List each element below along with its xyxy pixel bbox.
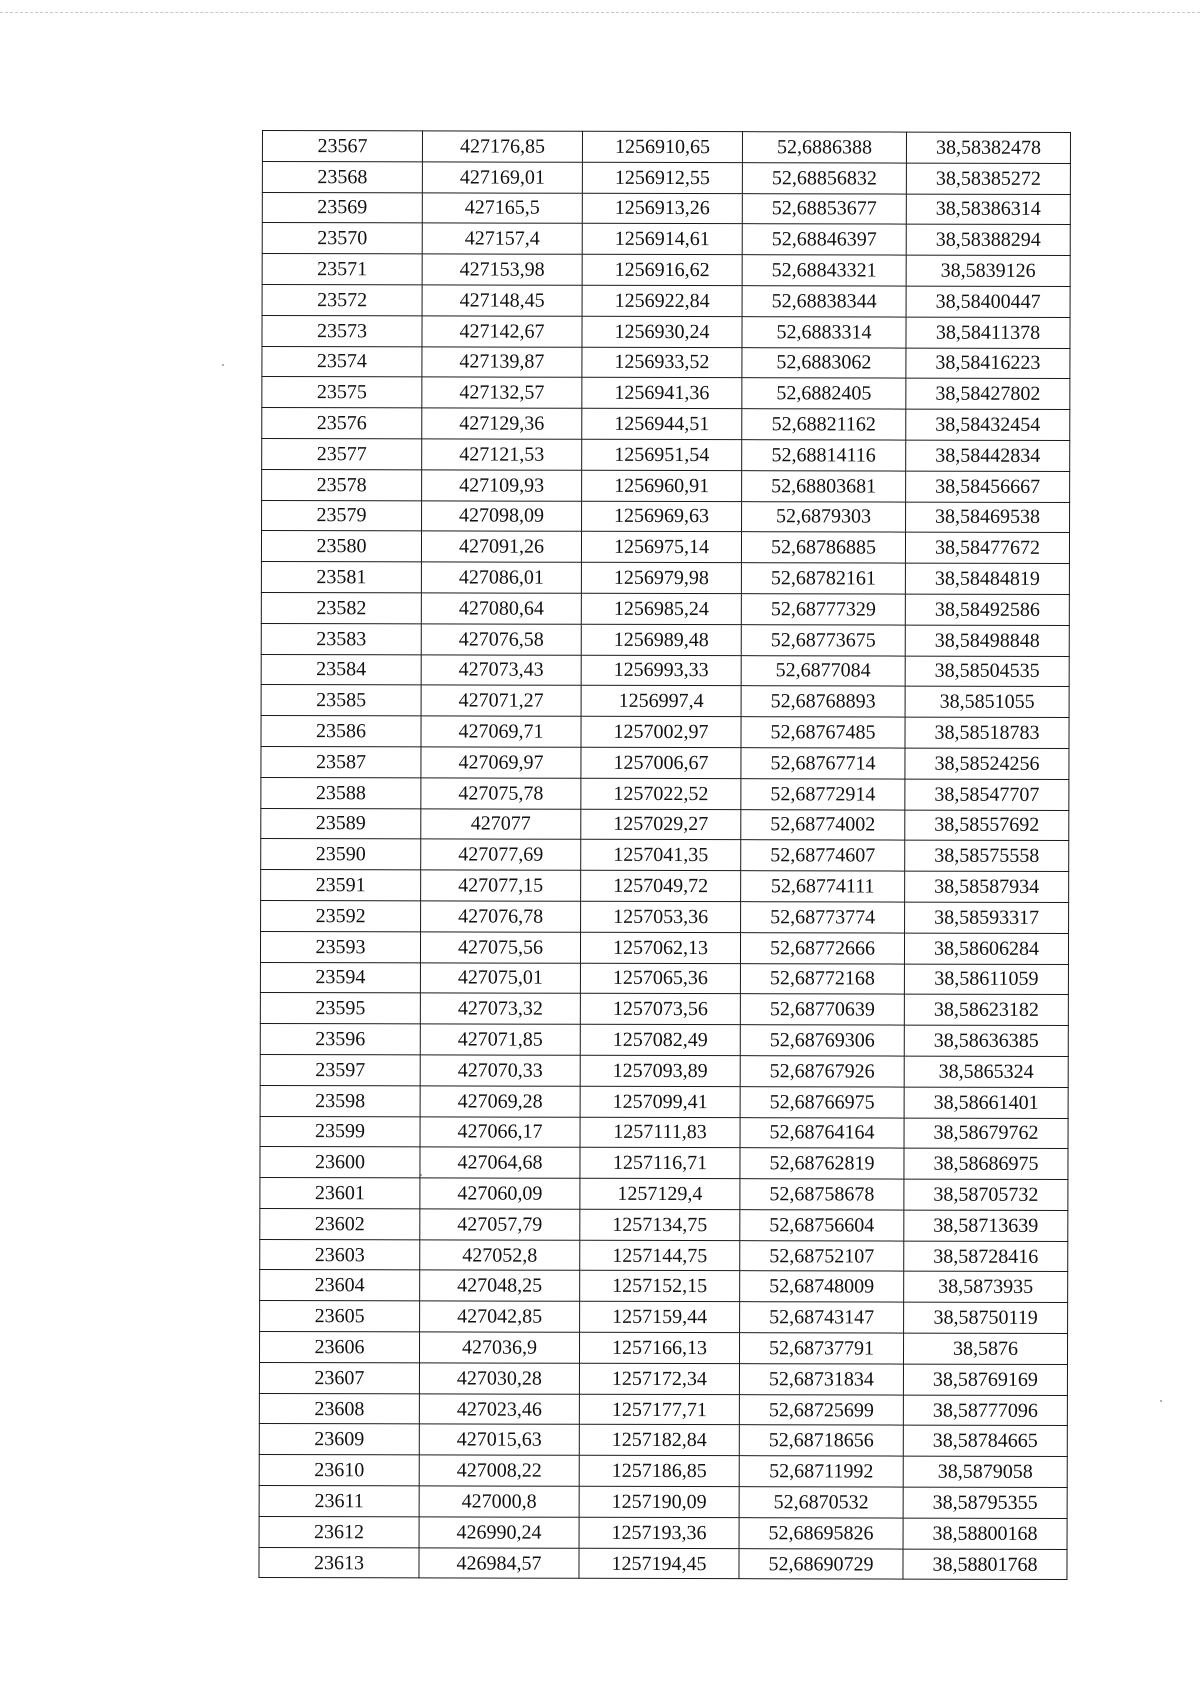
- table-row: [262, 377, 1070, 410]
- table-row: [260, 1054, 1068, 1087]
- point-number-cell: 23589: [261, 808, 421, 839]
- point-number-cell: 23569: [262, 192, 422, 223]
- x-coordinate-cell: 426984,57: [419, 1548, 579, 1579]
- table-row: [260, 1085, 1068, 1118]
- table-row: [260, 1147, 1068, 1180]
- longitude-cell: 38,58427802: [906, 378, 1070, 409]
- x-coordinate-cell: 427076,58: [421, 624, 581, 655]
- latitude-cell: 52,6886388: [742, 132, 906, 163]
- latitude-cell: 52,6882405: [742, 378, 906, 409]
- latitude-cell: 52,68774111: [741, 871, 905, 902]
- point-number-cell: 23573: [262, 315, 422, 346]
- table-row: [262, 315, 1070, 348]
- table-row: [259, 1547, 1067, 1580]
- x-coordinate-cell: 427086,01: [421, 562, 581, 593]
- y-coordinate-cell: 1257194,45: [579, 1548, 739, 1579]
- y-coordinate-cell: 1257082,49: [580, 1024, 740, 1055]
- table-row: [261, 716, 1069, 749]
- x-coordinate-cell: 427060,09: [420, 1178, 580, 1209]
- latitude-cell: 52,68846397: [742, 224, 906, 255]
- x-coordinate-cell: 427129,36: [422, 408, 582, 439]
- longitude-cell: 38,58679762: [904, 1118, 1068, 1149]
- latitude-cell: 52,68786885: [741, 532, 905, 563]
- longitude-cell: 38,58611059: [904, 964, 1068, 995]
- y-coordinate-cell: 1256985,24: [581, 593, 741, 624]
- point-number-cell: 23590: [261, 839, 421, 870]
- table-row: [261, 654, 1069, 687]
- table-row: [262, 131, 1070, 164]
- x-coordinate-cell: 427015,63: [419, 1424, 579, 1455]
- latitude-cell: 52,68756604: [740, 1210, 904, 1241]
- point-number-cell: 23571: [262, 254, 422, 285]
- longitude-cell: 38,58713639: [904, 1210, 1068, 1241]
- table-row: [260, 1024, 1068, 1057]
- scan-speck: [222, 364, 224, 366]
- table-row: [260, 1208, 1068, 1241]
- x-coordinate-cell: 427069,71: [421, 716, 581, 747]
- longitude-cell: 38,58784665: [903, 1426, 1067, 1457]
- longitude-cell: 38,5865324: [904, 1056, 1068, 1087]
- longitude-cell: 38,5839126: [906, 255, 1070, 286]
- coordinates-table-body: [259, 131, 1071, 1580]
- latitude-cell: 52,68766975: [740, 1086, 904, 1117]
- latitude-cell: 52,68772666: [740, 932, 904, 963]
- point-number-cell: 23595: [260, 993, 420, 1024]
- x-coordinate-cell: 427071,27: [421, 685, 581, 716]
- longitude-cell: 38,58705732: [904, 1179, 1068, 1210]
- table-row: [260, 1301, 1068, 1334]
- point-number-cell: 23582: [261, 592, 421, 623]
- y-coordinate-cell: 1256989,48: [581, 624, 741, 655]
- latitude-cell: 52,68803681: [742, 470, 906, 501]
- coordinates-table: [258, 130, 1071, 1580]
- coordinates-table-wrapper: [258, 130, 1070, 1580]
- y-coordinate-cell: 1257062,13: [580, 932, 740, 963]
- longitude-cell: 38,58661401: [904, 1087, 1068, 1118]
- x-coordinate-cell: 426990,24: [419, 1517, 579, 1548]
- point-number-cell: 23579: [262, 500, 422, 531]
- point-number-cell: 23587: [261, 746, 421, 777]
- x-coordinate-cell: 427080,64: [421, 593, 581, 624]
- point-number-cell: 23613: [259, 1547, 419, 1578]
- latitude-cell: 52,68690729: [739, 1548, 903, 1579]
- table-row: [262, 192, 1070, 225]
- y-coordinate-cell: 1257111,83: [580, 1117, 740, 1148]
- table-row: [261, 900, 1069, 933]
- longitude-cell: 38,58593317: [905, 902, 1069, 933]
- latitude-cell: 52,68782161: [741, 563, 905, 594]
- longitude-cell: 38,58411378: [906, 317, 1070, 348]
- y-coordinate-cell: 1256960,91: [582, 470, 742, 501]
- latitude-cell: 52,68821162: [742, 409, 906, 440]
- table-row: [259, 1424, 1067, 1457]
- latitude-cell: 52,68814116: [742, 440, 906, 471]
- x-coordinate-cell: 427098,09: [422, 500, 582, 531]
- x-coordinate-cell: 427153,98: [422, 254, 582, 285]
- latitude-cell: 52,68774002: [741, 809, 905, 840]
- y-coordinate-cell: 1257190,09: [579, 1486, 739, 1517]
- latitude-cell: 52,68731834: [739, 1364, 903, 1395]
- point-number-cell: 23604: [260, 1270, 420, 1301]
- longitude-cell: 38,58575558: [905, 840, 1069, 871]
- y-coordinate-cell: 1256944,51: [582, 408, 742, 439]
- x-coordinate-cell: 427064,68: [420, 1147, 580, 1178]
- table-row: [261, 746, 1069, 779]
- table-row: [261, 531, 1069, 564]
- point-number-cell: 23574: [262, 346, 422, 377]
- longitude-cell: 38,58477672: [905, 532, 1069, 563]
- table-row: [262, 438, 1070, 471]
- y-coordinate-cell: 1256910,65: [582, 131, 742, 162]
- longitude-cell: 38,58587934: [905, 871, 1069, 902]
- latitude-cell: 52,68695826: [739, 1518, 903, 1549]
- y-coordinate-cell: 1257093,89: [580, 1055, 740, 1086]
- latitude-cell: 52,68773675: [741, 624, 905, 655]
- x-coordinate-cell: 427165,5: [422, 192, 582, 223]
- y-coordinate-cell: 1257177,71: [579, 1394, 739, 1425]
- table-row: [260, 1116, 1068, 1149]
- x-coordinate-cell: 427048,25: [420, 1270, 580, 1301]
- table-row: [259, 1393, 1067, 1426]
- longitude-cell: 38,58518783: [905, 717, 1069, 748]
- latitude-cell: 52,68737791: [739, 1333, 903, 1364]
- point-number-cell: 23594: [260, 962, 420, 993]
- longitude-cell: 38,58547707: [905, 779, 1069, 810]
- table-row: [260, 1270, 1068, 1303]
- point-number-cell: 23611: [259, 1486, 419, 1517]
- point-number-cell: 23584: [261, 654, 421, 685]
- x-coordinate-cell: 427176,85: [422, 131, 582, 162]
- longitude-cell: 38,58800168: [903, 1518, 1067, 1549]
- y-coordinate-cell: 1257073,56: [580, 994, 740, 1025]
- point-number-cell: 23605: [260, 1301, 420, 1332]
- latitude-cell: 52,68764164: [740, 1117, 904, 1148]
- y-coordinate-cell: 1256916,62: [582, 254, 742, 285]
- longitude-cell: 38,58623182: [904, 994, 1068, 1025]
- latitude-cell: 52,68769306: [740, 1025, 904, 1056]
- table-row: [262, 223, 1070, 256]
- latitude-cell: 52,68853677: [742, 193, 906, 224]
- longitude-cell: 38,58416223: [906, 348, 1070, 379]
- x-coordinate-cell: 427109,93: [422, 470, 582, 501]
- latitude-cell: 52,6883062: [742, 347, 906, 378]
- longitude-cell: 38,5876: [903, 1333, 1067, 1364]
- table-row: [259, 1516, 1067, 1549]
- point-number-cell: 23598: [260, 1085, 420, 1116]
- table-row: [259, 1332, 1067, 1365]
- latitude-cell: 52,6870532: [739, 1487, 903, 1518]
- longitude-cell: 38,58386314: [906, 194, 1070, 225]
- point-number-cell: 23609: [259, 1424, 419, 1455]
- x-coordinate-cell: 427057,79: [420, 1209, 580, 1240]
- latitude-cell: 52,68777329: [741, 594, 905, 625]
- point-number-cell: 23578: [262, 469, 422, 500]
- longitude-cell: 38,58400447: [906, 286, 1070, 317]
- point-number-cell: 23568: [262, 161, 422, 192]
- point-number-cell: 23575: [262, 377, 422, 408]
- longitude-cell: 38,58769169: [903, 1364, 1067, 1395]
- table-row: [261, 808, 1069, 841]
- table-row: [260, 962, 1068, 995]
- y-coordinate-cell: 1256979,98: [581, 562, 741, 593]
- table-row: [261, 592, 1069, 625]
- x-coordinate-cell: 427070,33: [420, 1055, 580, 1086]
- x-coordinate-cell: 427091,26: [421, 531, 581, 562]
- x-coordinate-cell: 427069,28: [420, 1086, 580, 1117]
- table-row: [261, 623, 1069, 656]
- point-number-cell: 23583: [261, 623, 421, 654]
- point-number-cell: 23592: [261, 900, 421, 931]
- point-number-cell: 23601: [260, 1178, 420, 1209]
- table-row: [261, 870, 1069, 903]
- point-number-cell: 23570: [262, 223, 422, 254]
- table-row: [260, 1178, 1068, 1211]
- y-coordinate-cell: 1256993,33: [581, 655, 741, 686]
- y-coordinate-cell: 1257049,72: [581, 870, 741, 901]
- longitude-cell: 38,58801768: [903, 1549, 1067, 1580]
- x-coordinate-cell: 427075,78: [421, 778, 581, 809]
- table-row: [262, 161, 1070, 194]
- x-coordinate-cell: 427157,4: [422, 223, 582, 254]
- latitude-cell: 52,68711992: [739, 1456, 903, 1487]
- x-coordinate-cell: 427077,69: [421, 839, 581, 870]
- y-coordinate-cell: 1257053,36: [581, 901, 741, 932]
- point-number-cell: 23586: [261, 716, 421, 747]
- latitude-cell: 52,68774607: [741, 840, 905, 871]
- x-coordinate-cell: 427075,01: [420, 962, 580, 993]
- longitude-cell: 38,58382478: [906, 132, 1070, 163]
- longitude-cell: 38,58795355: [903, 1487, 1067, 1518]
- point-number-cell: 23612: [259, 1516, 419, 1547]
- point-number-cell: 23585: [261, 685, 421, 716]
- longitude-cell: 38,58636385: [904, 1025, 1068, 1056]
- latitude-cell: 52,68762819: [740, 1148, 904, 1179]
- x-coordinate-cell: 427142,67: [422, 316, 582, 347]
- y-coordinate-cell: 1257182,84: [579, 1425, 739, 1456]
- latitude-cell: 52,6879303: [742, 501, 906, 532]
- table-row: [262, 469, 1070, 502]
- longitude-cell: 38,58686975: [904, 1148, 1068, 1179]
- point-number-cell: 23608: [259, 1393, 419, 1424]
- longitude-cell: 38,58524256: [905, 748, 1069, 779]
- y-coordinate-cell: 1256912,55: [582, 162, 742, 193]
- x-coordinate-cell: 427121,53: [422, 439, 582, 470]
- table-row: [262, 254, 1070, 287]
- x-coordinate-cell: 427169,01: [422, 162, 582, 193]
- y-coordinate-cell: 1256997,4: [581, 686, 741, 717]
- x-coordinate-cell: 427073,43: [421, 654, 581, 685]
- table-row: [260, 993, 1068, 1026]
- longitude-cell: 38,5873935: [904, 1272, 1068, 1303]
- y-coordinate-cell: 1256933,52: [582, 347, 742, 378]
- latitude-cell: 52,68772914: [741, 778, 905, 809]
- latitude-cell: 52,68767714: [741, 748, 905, 779]
- y-coordinate-cell: 1257065,36: [580, 963, 740, 994]
- x-coordinate-cell: 427023,46: [419, 1394, 579, 1425]
- y-coordinate-cell: 1256922,84: [582, 285, 742, 316]
- x-coordinate-cell: 427075,56: [420, 932, 580, 963]
- y-coordinate-cell: 1256930,24: [582, 316, 742, 347]
- x-coordinate-cell: 427069,97: [421, 747, 581, 778]
- table-row: [262, 346, 1070, 379]
- latitude-cell: 52,68772168: [740, 963, 904, 994]
- longitude-cell: 38,5879058: [903, 1456, 1067, 1487]
- x-coordinate-cell: 427132,57: [422, 377, 582, 408]
- longitude-cell: 38,58432454: [906, 409, 1070, 440]
- longitude-cell: 38,58728416: [904, 1241, 1068, 1272]
- latitude-cell: 52,68767485: [741, 717, 905, 748]
- y-coordinate-cell: 1257166,13: [579, 1332, 739, 1363]
- y-coordinate-cell: 1256941,36: [582, 378, 742, 409]
- longitude-cell: 38,58385272: [906, 163, 1070, 194]
- latitude-cell: 52,68838344: [742, 286, 906, 317]
- point-number-cell: 23610: [259, 1455, 419, 1486]
- table-row: [261, 685, 1069, 718]
- latitude-cell: 52,68743147: [740, 1302, 904, 1333]
- latitude-cell: 52,68752107: [740, 1240, 904, 1271]
- x-coordinate-cell: 427076,78: [421, 901, 581, 932]
- x-coordinate-cell: 427036,9: [419, 1332, 579, 1363]
- latitude-cell: 52,68758678: [740, 1179, 904, 1210]
- latitude-cell: 52,68768893: [741, 686, 905, 717]
- table-row: [261, 777, 1069, 810]
- table-row: [259, 1486, 1067, 1519]
- latitude-cell: 52,68725699: [739, 1394, 903, 1425]
- y-coordinate-cell: 1257099,41: [580, 1086, 740, 1117]
- y-coordinate-cell: 1257129,4: [580, 1178, 740, 1209]
- point-number-cell: 23606: [259, 1332, 419, 1363]
- table-row: [259, 1362, 1067, 1395]
- latitude-cell: 52,68843321: [742, 255, 906, 286]
- latitude-cell: 52,68748009: [740, 1271, 904, 1302]
- y-coordinate-cell: 1256913,26: [582, 193, 742, 224]
- x-coordinate-cell: 427066,17: [420, 1116, 580, 1147]
- longitude-cell: 38,58750119: [904, 1302, 1068, 1333]
- x-coordinate-cell: 427008,22: [419, 1455, 579, 1486]
- y-coordinate-cell: 1257159,44: [580, 1302, 740, 1333]
- y-coordinate-cell: 1257029,27: [581, 809, 741, 840]
- y-coordinate-cell: 1257186,85: [579, 1456, 739, 1487]
- y-coordinate-cell: 1257144,75: [580, 1240, 740, 1271]
- longitude-cell: 38,58492586: [905, 594, 1069, 625]
- table-row: [260, 931, 1068, 964]
- x-coordinate-cell: 427077,15: [421, 870, 581, 901]
- latitude-cell: 52,68773774: [741, 902, 905, 933]
- longitude-cell: 38,58456667: [906, 471, 1070, 502]
- point-number-cell: 23577: [262, 438, 422, 469]
- longitude-cell: 38,5851055: [905, 686, 1069, 717]
- point-number-cell: 23597: [260, 1054, 420, 1085]
- y-coordinate-cell: 1257172,34: [579, 1363, 739, 1394]
- point-number-cell: 23576: [262, 408, 422, 439]
- point-number-cell: 23572: [262, 284, 422, 315]
- x-coordinate-cell: 427030,28: [419, 1363, 579, 1394]
- point-number-cell: 23602: [260, 1208, 420, 1239]
- latitude-cell: 52,68767926: [740, 1056, 904, 1087]
- y-coordinate-cell: 1256914,61: [582, 224, 742, 255]
- longitude-cell: 38,58504535: [905, 656, 1069, 687]
- table-row: [262, 408, 1070, 441]
- longitude-cell: 38,58484819: [905, 563, 1069, 594]
- latitude-cell: 52,6877084: [741, 655, 905, 686]
- point-number-cell: 23599: [260, 1116, 420, 1147]
- point-number-cell: 23596: [260, 1024, 420, 1055]
- point-number-cell: 23591: [261, 870, 421, 901]
- y-coordinate-cell: 1256969,63: [582, 501, 742, 532]
- y-coordinate-cell: 1257002,97: [581, 716, 741, 747]
- latitude-cell: 52,6883314: [742, 316, 906, 347]
- point-number-cell: 23600: [260, 1147, 420, 1178]
- longitude-cell: 38,58557692: [905, 810, 1069, 841]
- latitude-cell: 52,68718656: [739, 1425, 903, 1456]
- scan-speck: [1160, 1400, 1162, 1402]
- table-row: [259, 1455, 1067, 1488]
- table-row: [260, 1239, 1068, 1272]
- longitude-cell: 38,58469538: [906, 502, 1070, 533]
- point-number-cell: 23603: [260, 1239, 420, 1270]
- point-number-cell: 23588: [261, 777, 421, 808]
- table-row: [261, 562, 1069, 595]
- x-coordinate-cell: 427042,85: [420, 1301, 580, 1332]
- y-coordinate-cell: 1257006,67: [581, 747, 741, 778]
- y-coordinate-cell: 1257134,75: [580, 1209, 740, 1240]
- y-coordinate-cell: 1257022,52: [581, 778, 741, 809]
- x-coordinate-cell: 427000,8: [419, 1486, 579, 1517]
- longitude-cell: 38,58606284: [904, 933, 1068, 964]
- table-row: [261, 839, 1069, 872]
- x-coordinate-cell: 427071,85: [420, 1024, 580, 1055]
- y-coordinate-cell: 1257193,36: [579, 1517, 739, 1548]
- x-coordinate-cell: 427073,32: [420, 993, 580, 1024]
- x-coordinate-cell: 427052,8: [420, 1240, 580, 1271]
- y-coordinate-cell: 1257041,35: [581, 840, 741, 871]
- y-coordinate-cell: 1256951,54: [582, 439, 742, 470]
- longitude-cell: 38,58388294: [906, 224, 1070, 255]
- y-coordinate-cell: 1257116,71: [580, 1148, 740, 1179]
- x-coordinate-cell: 427148,45: [422, 285, 582, 316]
- longitude-cell: 38,58442834: [906, 440, 1070, 471]
- y-coordinate-cell: 1256975,14: [581, 532, 741, 563]
- table-row: [262, 500, 1070, 533]
- point-number-cell: 23567: [262, 131, 422, 162]
- latitude-cell: 52,68856832: [742, 162, 906, 193]
- point-number-cell: 23580: [261, 531, 421, 562]
- point-number-cell: 23607: [259, 1362, 419, 1393]
- y-coordinate-cell: 1257152,15: [580, 1271, 740, 1302]
- scan-top-rule: [0, 12, 1200, 13]
- longitude-cell: 38,58498848: [905, 625, 1069, 656]
- longitude-cell: 38,58777096: [903, 1395, 1067, 1426]
- point-number-cell: 23581: [261, 562, 421, 593]
- point-number-cell: 23593: [260, 931, 420, 962]
- x-coordinate-cell: 427077: [421, 808, 581, 839]
- latitude-cell: 52,68770639: [740, 994, 904, 1025]
- x-coordinate-cell: 427139,87: [422, 346, 582, 377]
- table-row: [262, 284, 1070, 317]
